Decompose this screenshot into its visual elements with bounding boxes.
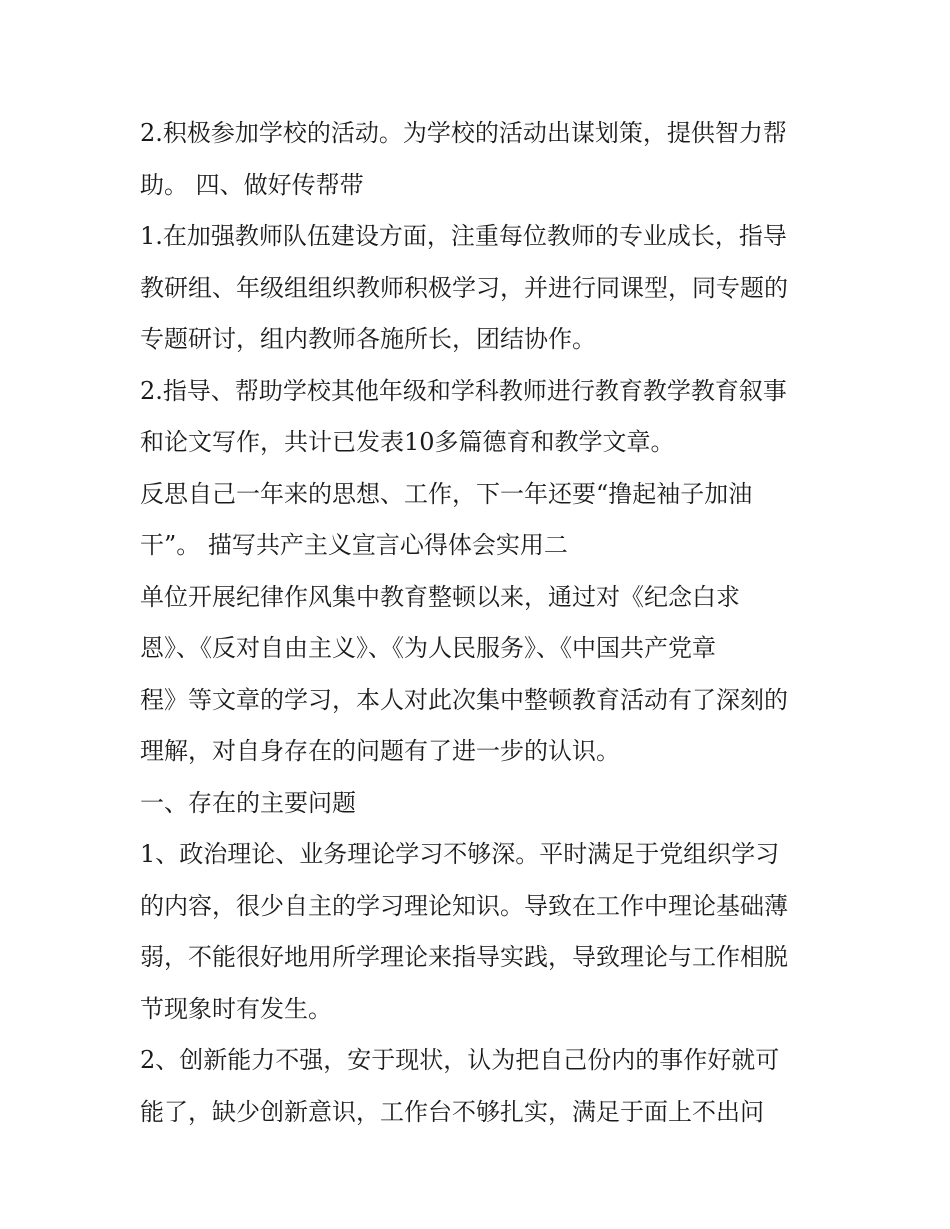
text-line: 干”。 描写共产主义宣言心得体会实用二: [140, 531, 568, 559]
text-line: 1.在加强教师队伍建设方面，注重每位教师的专业成长，指导: [140, 222, 787, 250]
text-line: 弱，不能很好地用所学理论来指导实践，导致理论与工作相脱: [140, 943, 788, 971]
text-line: 理解，对自身存在的问题有了进一步的认识。: [140, 737, 620, 765]
text-line: 的内容，很少自主的学习理论知识。导致在工作中理论基础薄: [140, 891, 788, 920]
text-line: 单位开展纪律作风集中教育整顿以来，通过对《纪念白求: [140, 582, 740, 611]
text-line: 2.指导、帮助学校其他年级和学科教师进行教育教学教育叙事: [140, 376, 787, 405]
text-line: 2、创新能力不强，安于现状，认为把自己份内的事作好就可: [140, 1046, 780, 1074]
document-body: [140, 108, 820, 1138]
text-line: 助。 四、做好传帮带: [140, 170, 364, 199]
text-line: 1、政治理论、业务理论学习不够深。平时满足于党组织学习: [140, 840, 780, 868]
text-line: 反思自己一年来的思想、工作，下一年还要“撸起袖子加油: [140, 479, 753, 508]
text-line: 专题研讨，组内教师各施所长，团结协作。: [140, 325, 596, 353]
text-line: 节现象时有发生。: [140, 994, 332, 1023]
text-line: 程》等文章的学习，本人对此次集中整顿教育活动有了深刻的: [140, 685, 788, 714]
section-heading: 一、存在的主要问题: [140, 788, 356, 817]
text-line: 教研组、年级组组织教师积极学习，并进行同课型，同专题的: [140, 273, 788, 302]
text-line: 恩》、《反对自由主义》、《为人民服务》、《中国共产党章: [140, 634, 716, 662]
text-line: 能了，缺少创新意识，工作台不够扎实，满足于面上不出问: [140, 1097, 764, 1126]
text-line: 2.积极参加学校的活动。为学校的活动出谋划策，提供智力帮: [140, 119, 787, 147]
text-line: 和论文写作，共计已发表10多篇德育和教学文章。: [140, 428, 675, 456]
